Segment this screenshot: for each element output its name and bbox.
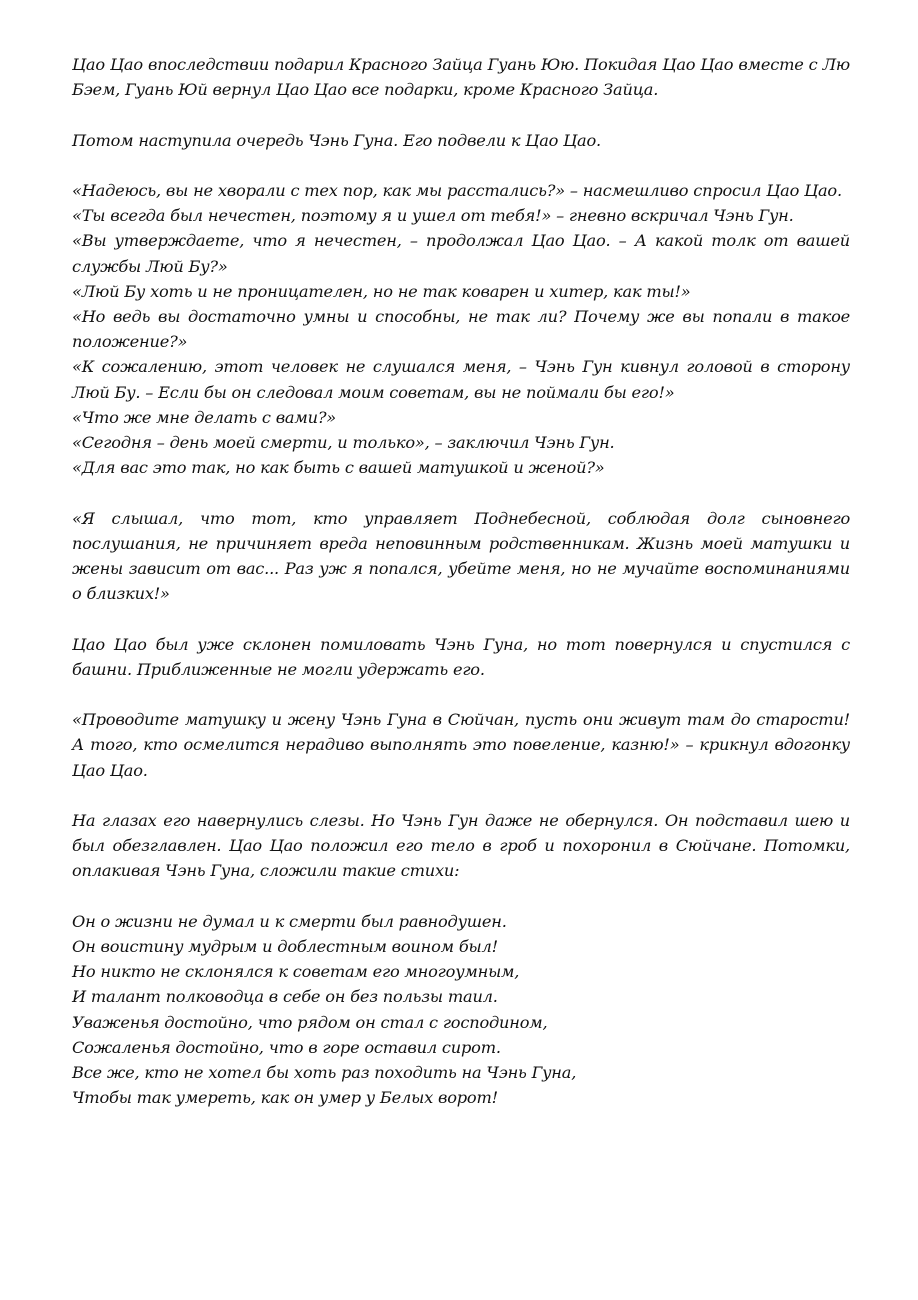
dialogue-line: «Вы утверждаете, что я нечестен, – продолжал Цао Цао. – А какой толк от вашей службы Люй Бу?» <box>72 231 850 276</box>
paragraph-red-hare: Цао Цао впоследствии подарил Красного Зайца Гуань Юю. Покидая Цао Цао вместе с Лю Бэем, Гуань Юй вернул Цао Цао все подарки, кроме Красного Зайца. <box>72 55 850 100</box>
poem-line: Сожаленья достойно, что в горе оставил сирот. <box>72 1037 501 1057</box>
paragraph-execution: На глазах его навернулись слезы. Но Чэнь Гун даже не обернулся. Он подставил шею и был обезглавлен. Цао Цао положил его тело в гроб и похоронил в Сюйчане. Потомки, оплакивая Чэнь Гуна, сложили такие стихи: <box>72 811 850 881</box>
poem-line: Все же, кто не хотел бы хоть раз походить на Чэнь Гуна, <box>72 1063 577 1083</box>
dialogue-line: «Для вас это так, но как быть с вашей матушкой и женой?» <box>72 458 605 478</box>
paragraph-filial-duty: «Я слышал, что тот, кто управляет Поднебесной, соблюдая долг сыновнего послушания, не причиняет вреда неповинным родственникам. Жизнь моей матушки и жены зависит от вас... Раз уж я попался, убейте меня, но не мучайте воспоминаниями о близких!» <box>72 508 850 604</box>
paragraph-chen-gong-turn: Потом наступила очередь Чэнь Гуна. Его подвели к Цао Цао. <box>72 130 601 150</box>
dialogue-line: «Сегодня – день моей смерти, и только», – заключил Чэнь Гун. <box>72 433 615 453</box>
dialogue-line: «Надеюсь, вы не хворали с тех пор, как мы расстались?» – насмешливо спросил Цао Цао. <box>72 180 842 200</box>
poem-line: Он воистину мудрым и доблестным воином был! <box>72 937 498 956</box>
dialogue-line: «К сожалению, этот человек не слушался меня, – Чэнь Гун кивнул головой в сторону Люй Бу. – Если бы он следовал моим советам, вы не поймали бы его!» <box>72 357 850 402</box>
poem-line: Чтобы так умереть, как он умер у Белых ворот! <box>72 1088 498 1108</box>
paragraph-pardon: Цао Цао был уже склонен помиловать Чэнь Гуна, но тот повернулся и спустился с башни. Приближенные не могли удержать его. <box>72 634 850 679</box>
poem <box>72 909 850 1111</box>
poem-line: Уваженья достойно, что рядом он стал с господином, <box>72 1012 548 1032</box>
poem-line: Но никто не склонялся к советам его многоумным, <box>72 962 520 982</box>
poem-line: И талант полководца в себе он без пользы таил. <box>72 987 498 1007</box>
dialogue-block <box>72 178 850 480</box>
dialogue-line: «Что же мне делать с вами?» <box>72 407 337 427</box>
poem-line: Он о жизни не думал и к смерти был равнодушен. <box>72 911 507 931</box>
dialogue-line: «Ты всегда был нечестен, поэтому я и ушел от тебя!» – гневно вскричал Чэнь Гун. <box>72 206 794 226</box>
dialogue-line: «Но ведь вы достаточно умны и способны, не так ли? Почему же вы попали в такое положение?» <box>72 307 850 352</box>
document-page <box>72 52 850 1110</box>
dialogue-line: «Люй Бу хоть и не проницателен, но не так коварен и хитер, как ты!» <box>72 281 691 301</box>
paragraph-order: «Проводите матушку и жену Чэнь Гуна в Сюйчан, пусть они живут там до старости! А того, кто осмелится нерадиво выполнять это повеление, казню!» – крикнул вдогонку Цао Цао. <box>72 710 850 780</box>
